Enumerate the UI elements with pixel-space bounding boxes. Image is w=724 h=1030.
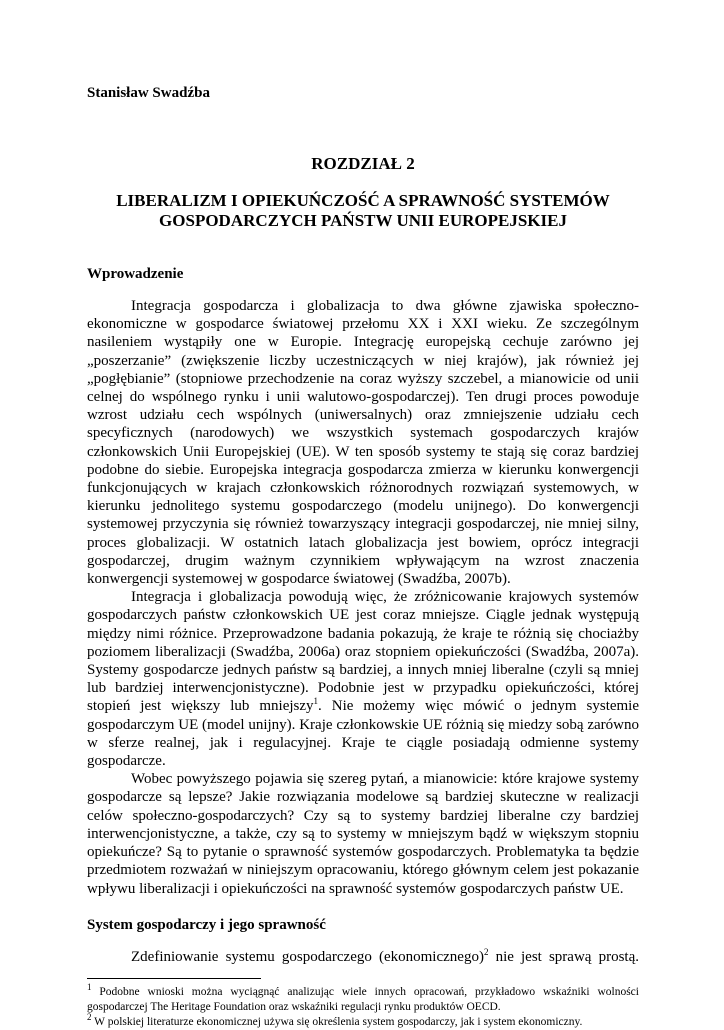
paragraph-text: . Nie możemy więc mówić o jednym systemie gospodarczym UE (model unijny). Kraje członkowskie UE różnią się miedzy sobą zarówno w sferze realnej, jak i regulacyjnej. Kraje te ciągle posiadają odmienne systemy gospodarcze. bbox=[87, 698, 640, 770]
paragraph-text: nie jest sprawą prostą. bbox=[488, 948, 639, 965]
chapter-title: LIBERALIZM I OPIEKUŃCZOŚĆ A SPRAWNOŚĆ SYSTEMÓW GOSPODARCZYCH PAŃSTW UNII EUROPEJSKIEJ bbox=[116, 191, 610, 230]
paragraph bbox=[87, 588, 639, 770]
document-page bbox=[87, 84, 639, 1030]
paragraph: Integracja gospodarcza i globalizacja to dwa główne zjawiska społeczno-ekonomiczne w gospodarce światowej przełomu XX i XXI wieku. Ze szczególnym nasileniem wystąpiły one w Europie. Integrację europejską cechuje zarówno jej „poszerzanie” (zwiększenie liczby uczestniczących w niej krajów), jak również jej „pogłębianie” (stopniowe przechodzenie na coraz wyższy szczebel, a mianowicie od unii celnej do wspólnego rynku i unii walutowo-gospodarczej). Ten drugi proces powoduje wzrost udziału cech wspólnych (uniwersalnych) oraz zmniejszenie udziału cech specyficznych (narodowych) we wszystkich systemach gospodarczych krajów członkowskich Unii Europejskiej (UE). W ten sposób systemy te stają się coraz bardziej podobne do siebie. Europejska integracja gospodarcza zmierza w kierunku konwergencji funkcjonujących w krajach członkowskich różnorodnych rozwiązań systemowych, w kierunku jednolitego systemu gospodarczego (modelu unijnego). Do konwergencji systemowej przyczynia się również towarzyszący integracji gospodarczej, nie mniej silny, proces globalizacji. W ostatnich latach globalizacja jest bowiem, oprócz integracji gospodarczej, drugim ważnym czynnikiem wpływającym na wzrost znaczenia konwergencji systemowej w gospodarce światowej (Swadźba, 2007b). bbox=[87, 298, 639, 588]
section-heading-economic-system: System gospodarczy i jego sprawność bbox=[87, 916, 326, 933]
footnote-text: Podobne wnioski można wyciągnąć analizując wiele innych opracowań, przykładowo wskaźniki wolności gospodarczej The Heritage Foundation oraz wskaźniki regulacji rynku produktów OECD. bbox=[87, 985, 639, 1013]
footnote-mark: 1 bbox=[87, 982, 92, 993]
footnote bbox=[87, 1012, 639, 1030]
footnote-reference: 2 bbox=[483, 946, 489, 957]
footnote-mark: 2 bbox=[87, 1012, 92, 1023]
paragraph bbox=[87, 948, 639, 966]
chapter-number: ROZDZIAŁ 2 bbox=[311, 154, 415, 173]
footnote-text: W polskiej literaturze ekonomicznej używa się określenia system gospodarczy, jak i system ekonomiczny. bbox=[91, 1015, 583, 1028]
footnotes bbox=[87, 982, 639, 1030]
author-name: Stanisław Swadźba bbox=[87, 85, 210, 101]
footnote-divider bbox=[87, 978, 261, 979]
footnote-reference: 1 bbox=[313, 696, 319, 707]
paragraph-text: Integracja i globalizacja powodują więc, że zróżnicowanie krajowych systemów gospodarczych państw członkowskich UE jest coraz mniejsze. Ciągle jednak występują między nimi różnice. Przeprowadzone badania pokazują, że kraje te różnią się chociażby poziomem liberalizacji (Swadźba, 2006a) oraz stopniem opiekuńczości (Swadźba, 2007a). Systemy gospodarcze jednych państw są bardziej, a innych mniej liberalne (czyli są mniej lub bardziej interwencjonistyczne). Podobnie jest w przypadku opiekuńczości, której stopień jest większy lub mniejszy bbox=[87, 589, 639, 715]
footnote bbox=[87, 982, 639, 1015]
paragraph: Wobec powyższego pojawia się szereg pytań, a mianowicie: które krajowe systemy gospodarcze są lepsze? Jakie rozwiązania modelowe są bardziej skuteczne w realizacji celów społeczno-gospodarczych? Czy są to systemy bardziej liberalne czy bardziej interwencjonistyczne, a także, czy są to systemy w mniejszym bądź w większym stopniu opiekuńcze? Są to pytanie o sprawność systemów gospodarczych. Problematyka ta będzie przedmiotem rozważań w niniejszym opracowaniu, którego głównym celem jest pokazanie wpływu liberalizacji i opiekuńczości na sprawność systemów gospodarczych państw UE. bbox=[87, 771, 639, 897]
paragraph-text: Zdefiniowanie systemu gospodarczego (ekonomicznego) bbox=[131, 948, 484, 965]
section-heading-introduction: Wprowadzenie bbox=[87, 266, 184, 282]
